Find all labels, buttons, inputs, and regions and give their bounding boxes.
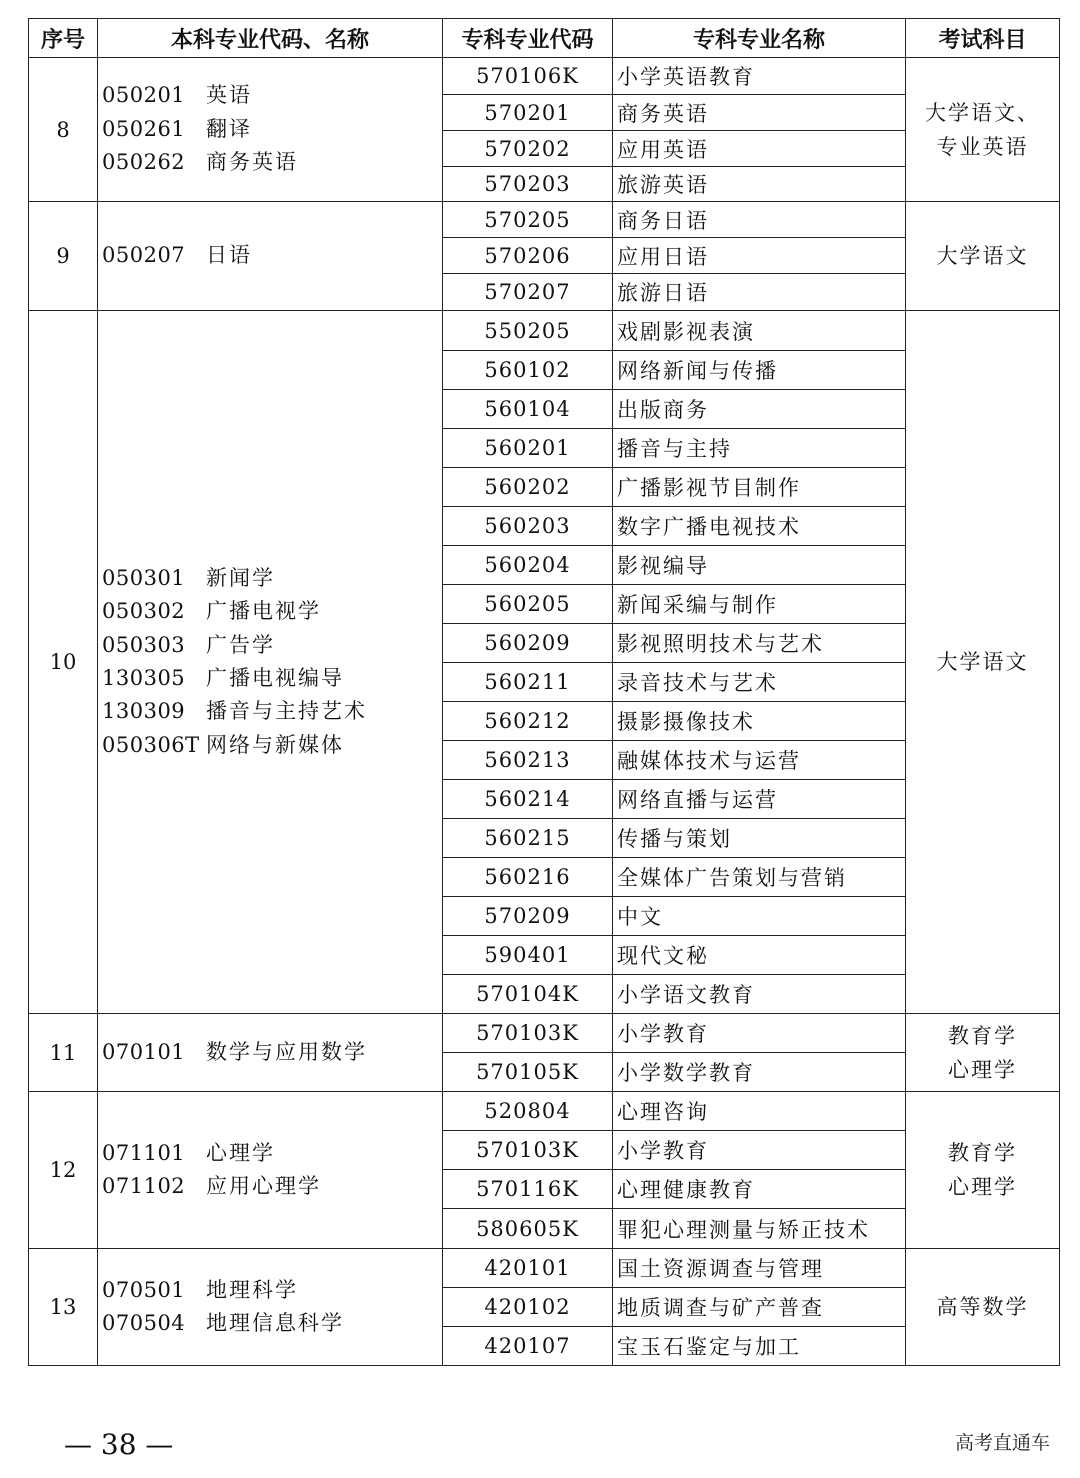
undergrad-list xyxy=(102,239,442,272)
watermark: 高考直通车 xyxy=(954,1432,1050,1454)
undergrad-item xyxy=(102,1170,442,1203)
zk-name-cell: 地质调查与矿产普查 xyxy=(613,1288,906,1327)
undergrad-name: 网络与新媒体 xyxy=(206,732,344,757)
zk-name-cell: 心理咨询 xyxy=(613,1092,906,1131)
seq-cell: 12 xyxy=(29,1092,98,1249)
header-subjects: 考试科目 xyxy=(906,19,1060,58)
zk-code-cell: 570105K xyxy=(443,1053,613,1092)
zk-name-cell: 现代文秘 xyxy=(613,936,906,975)
zk-name-cell: 应用日语 xyxy=(613,238,906,274)
undergrad-code: 050262 xyxy=(102,150,186,175)
subjects-cell xyxy=(906,1014,1060,1092)
table-row xyxy=(29,311,1060,351)
zk-name-cell: 新闻采编与制作 xyxy=(613,585,906,624)
zk-code-cell: 570202 xyxy=(443,131,613,167)
subjects-cell xyxy=(906,58,1060,202)
zk-name-cell: 中文 xyxy=(613,897,906,936)
undergrad-cell xyxy=(98,202,443,311)
zk-code-cell: 420101 xyxy=(443,1249,613,1288)
undergrad-list xyxy=(102,1036,442,1069)
zk-name-cell: 小学教育 xyxy=(613,1014,906,1053)
zk-code-cell: 570201 xyxy=(443,95,613,131)
zk-name-cell: 应用英语 xyxy=(613,131,906,167)
undergrad-item xyxy=(102,629,442,662)
undergrad-item xyxy=(102,662,442,695)
subject-line: 专业英语 xyxy=(936,134,1029,159)
undergrad-code: 070501 xyxy=(102,1277,186,1302)
subject-line: 大学语文 xyxy=(936,650,1029,674)
zk-code-cell: 560212 xyxy=(443,702,613,741)
zk-code-cell: 570203 xyxy=(443,167,613,202)
undergrad-name: 地理信息科学 xyxy=(206,1311,344,1335)
zk-code-cell: 590401 xyxy=(443,936,613,975)
undergrad-cell xyxy=(98,1014,443,1092)
undergrad-code: 130305 xyxy=(102,666,186,690)
zk-code-cell: 420107 xyxy=(443,1327,613,1366)
header-zk-code: 专科专业代码 xyxy=(443,19,613,58)
zk-name-cell: 播音与主持 xyxy=(613,429,906,468)
table-row xyxy=(29,1014,1060,1053)
zk-code-cell: 560209 xyxy=(443,624,613,663)
header-undergrad: 本科专业代码、名称 xyxy=(98,19,443,58)
undergrad-item xyxy=(102,729,442,762)
undergrad-name: 新闻学 xyxy=(206,565,275,590)
zk-name-cell: 商务英语 xyxy=(613,95,906,131)
table-row xyxy=(29,1092,1060,1131)
zk-name-cell: 全媒体广告策划与营销 xyxy=(613,858,906,897)
header-seq: 序号 xyxy=(29,19,98,58)
subjects-cell xyxy=(906,202,1060,311)
subject-line: 教育学 xyxy=(948,1023,1017,1048)
undergrad-cell xyxy=(98,1092,443,1249)
zk-code-cell: 560211 xyxy=(443,663,613,702)
seq-cell: 10 xyxy=(29,311,98,1014)
undergrad-name: 广播电视编导 xyxy=(206,666,344,690)
zk-code-cell: 570104K xyxy=(443,975,613,1014)
zk-name-cell: 影视照明技术与艺术 xyxy=(613,624,906,663)
seq-cell: 13 xyxy=(29,1249,98,1366)
undergrad-name: 地理科学 xyxy=(206,1277,298,1302)
undergrad-item xyxy=(102,1137,442,1170)
zk-name-cell: 数字广播电视技术 xyxy=(613,507,906,546)
zk-code-cell: 560104 xyxy=(443,390,613,429)
undergrad-code: 071101 xyxy=(102,1140,186,1165)
undergrad-code: 070101 xyxy=(102,1039,186,1064)
seq-cell: 11 xyxy=(29,1014,98,1092)
zk-code-cell: 570205 xyxy=(443,202,613,238)
zk-code-cell: 570103K xyxy=(443,1014,613,1053)
undergrad-item xyxy=(102,239,442,272)
undergrad-name: 广播电视学 xyxy=(206,599,321,624)
zk-name-cell: 广播影视节目制作 xyxy=(613,468,906,507)
undergrad-code: 050302 xyxy=(102,599,186,624)
zk-code-cell: 420102 xyxy=(443,1288,613,1327)
undergrad-code: 071102 xyxy=(102,1174,186,1198)
zk-name-cell: 小学英语教育 xyxy=(613,58,906,95)
zk-name-cell: 国土资源调查与管理 xyxy=(613,1249,906,1288)
subjects-cell xyxy=(906,1249,1060,1366)
undergrad-code: 050301 xyxy=(102,565,186,590)
zk-name-cell: 影视编导 xyxy=(613,546,906,585)
zk-code-cell: 550205 xyxy=(443,311,613,351)
zk-name-cell: 网络新闻与传播 xyxy=(613,351,906,390)
zk-name-cell: 录音技术与艺术 xyxy=(613,663,906,702)
seq-cell: 9 xyxy=(29,202,98,311)
subject-line: 大学语文 xyxy=(936,244,1029,268)
subject-line: 教育学 xyxy=(948,1141,1017,1165)
undergrad-name: 英语 xyxy=(206,83,252,108)
subject-line: 大学语文、 xyxy=(925,100,1040,125)
undergrad-code: 050201 xyxy=(102,83,186,108)
zk-code-cell: 560216 xyxy=(443,858,613,897)
undergrad-list xyxy=(102,1274,442,1341)
zk-name-cell: 心理健康教育 xyxy=(613,1170,906,1209)
undergrad-name: 播音与主持艺术 xyxy=(206,699,367,724)
seq-cell: 8 xyxy=(29,58,98,202)
majors-table xyxy=(28,18,1060,1366)
subjects-cell xyxy=(906,311,1060,1014)
zk-code-cell: 560204 xyxy=(443,546,613,585)
undergrad-code: 050207 xyxy=(102,243,186,268)
table-row xyxy=(29,1249,1060,1288)
undergrad-cell xyxy=(98,58,443,202)
zk-code-cell: 560202 xyxy=(443,468,613,507)
subject-line: 高等数学 xyxy=(936,1295,1029,1319)
zk-code-cell: 570209 xyxy=(443,897,613,936)
undergrad-item xyxy=(102,595,442,628)
subject-line: 心理学 xyxy=(948,1175,1017,1199)
zk-name-cell: 网络直播与运营 xyxy=(613,780,906,819)
zk-code-cell: 560201 xyxy=(443,429,613,468)
zk-code-cell: 570103K xyxy=(443,1131,613,1170)
zk-name-cell: 旅游英语 xyxy=(613,167,906,202)
undergrad-item xyxy=(102,146,442,179)
zk-code-cell: 570106K xyxy=(443,58,613,95)
header-row xyxy=(29,19,1060,58)
undergrad-item xyxy=(102,695,442,728)
zk-name-cell: 传播与策划 xyxy=(613,819,906,858)
zk-name-cell: 小学语文教育 xyxy=(613,975,906,1014)
zk-name-cell: 罪犯心理测量与矫正技术 xyxy=(613,1209,906,1249)
header-zk-name: 专科专业名称 xyxy=(613,19,906,58)
undergrad-code: 050303 xyxy=(102,632,186,657)
undergrad-code: 050261 xyxy=(102,116,186,141)
undergrad-name: 商务英语 xyxy=(206,150,298,175)
undergrad-name: 心理学 xyxy=(206,1140,275,1165)
undergrad-list xyxy=(102,562,442,762)
zk-name-cell: 商务日语 xyxy=(613,202,906,238)
zk-code-cell: 560205 xyxy=(443,585,613,624)
undergrad-item xyxy=(102,562,442,595)
undergrad-cell xyxy=(98,1249,443,1366)
undergrad-name: 数学与应用数学 xyxy=(206,1039,367,1064)
undergrad-code: 070504 xyxy=(102,1311,186,1335)
zk-code-cell: 570207 xyxy=(443,274,613,311)
zk-code-cell: 520804 xyxy=(443,1092,613,1131)
zk-code-cell: 560214 xyxy=(443,780,613,819)
zk-code-cell: 580605K xyxy=(443,1209,613,1249)
zk-code-cell: 560213 xyxy=(443,741,613,780)
table-body xyxy=(29,58,1060,1366)
zk-name-cell: 宝玉石鉴定与加工 xyxy=(613,1327,906,1366)
zk-name-cell: 小学教育 xyxy=(613,1131,906,1170)
undergrad-name: 广告学 xyxy=(206,632,275,657)
undergrad-list xyxy=(102,1137,442,1204)
undergrad-name: 应用心理学 xyxy=(206,1174,321,1198)
zk-code-cell: 560203 xyxy=(443,507,613,546)
zk-name-cell: 小学数学教育 xyxy=(613,1053,906,1092)
zk-code-cell: 560102 xyxy=(443,351,613,390)
undergrad-name: 翻译 xyxy=(206,116,252,141)
zk-name-cell: 摄影摄像技术 xyxy=(613,702,906,741)
undergrad-cell xyxy=(98,311,443,1014)
zk-name-cell: 旅游日语 xyxy=(613,274,906,311)
undergrad-list xyxy=(102,79,442,179)
undergrad-item xyxy=(102,1307,442,1340)
undergrad-name: 日语 xyxy=(206,243,252,268)
undergrad-item xyxy=(102,1036,442,1069)
zk-name-cell: 戏剧影视表演 xyxy=(613,311,906,351)
zk-name-cell: 出版商务 xyxy=(613,390,906,429)
undergrad-item xyxy=(102,113,442,146)
zk-code-cell: 560215 xyxy=(443,819,613,858)
undergrad-item xyxy=(102,79,442,112)
undergrad-code: 130309 xyxy=(102,699,186,724)
undergrad-item xyxy=(102,1274,442,1307)
undergrad-code: 050306T xyxy=(102,732,200,757)
zk-name-cell: 融媒体技术与运营 xyxy=(613,741,906,780)
subjects-cell xyxy=(906,1092,1060,1249)
zk-code-cell: 570206 xyxy=(443,238,613,274)
page-number: — 38 — xyxy=(64,1428,174,1461)
subject-line: 心理学 xyxy=(948,1057,1017,1082)
zk-code-cell: 570116K xyxy=(443,1170,613,1209)
table-row xyxy=(29,58,1060,95)
table-row xyxy=(29,202,1060,238)
